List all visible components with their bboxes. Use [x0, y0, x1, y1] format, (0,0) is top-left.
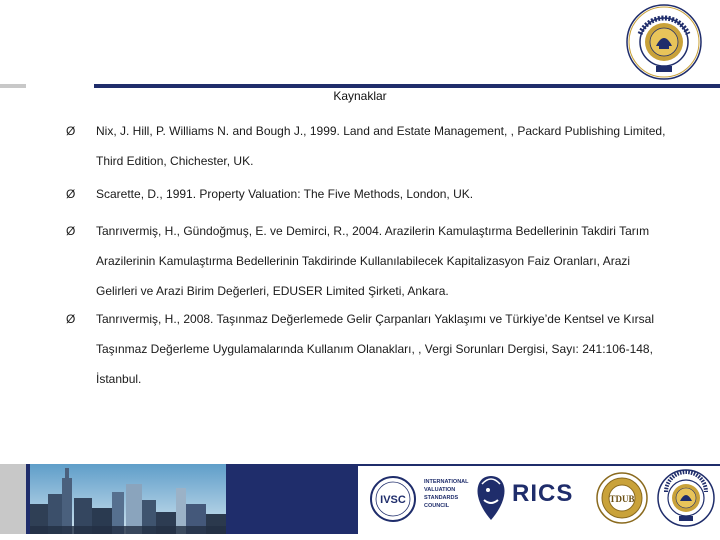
ivsc-caption-line: COUNCIL [424, 503, 450, 509]
footer-band-gray [0, 464, 26, 534]
reference-line: Scarette, D., 1991. Property Valuation: The Five Methods, London, UK. [96, 187, 474, 201]
arrow-bullet-icon: Ø [66, 124, 76, 138]
reference-line: Gelirleri ve Arazi Birim Değerleri, EDUSER Limited Şirketi, Ankara. [96, 284, 449, 298]
reference-line: Taşınmaz Değerleme Uygulamalarında Kullanım Olanakları, , Vergi Sorunları Dergisi, Sayı: 241:106-148, [96, 342, 653, 356]
reference-line: Tanrıvermiş, H., Gündoğmuş, E. ve Demirci, R., 2004. Arazilerin Kamulaştırma Bedellerinin Takdiri Tarım [96, 224, 650, 238]
reference-line: Third Edition, Chichester, UK. [96, 154, 254, 168]
reference-item-4 [66, 304, 666, 394]
ankara-university-seal-small-icon [656, 468, 716, 528]
arrow-bullet-icon: Ø [66, 312, 76, 326]
svg-text:TDUB: TDUB [609, 494, 635, 504]
ivsc-logo-icon [368, 474, 418, 524]
reference-line: Tanrıvermiş, H., 2008. Taşınmaz Değerlemede Gelir Çarpanları Yaklaşımı ve Türkiye’de Kentsel ve Kırsal [96, 312, 655, 326]
tdub-seal-icon [596, 468, 648, 528]
arrow-bullet-icon: Ø [66, 224, 76, 238]
arrow-bullet-icon: Ø [66, 187, 76, 201]
rics-wordmark: RICS [512, 480, 574, 507]
reference-line: Nix, J. Hill, P. Williams N. and Bough J., 1999. Land and Estate Management, , Packard Publishing Limited, [96, 124, 666, 138]
ivsc-caption-line: STANDARDS [424, 495, 459, 501]
ivsc-caption [424, 478, 476, 510]
rics-lion-icon [472, 470, 510, 526]
ivsc-caption-line: VALUATION [424, 487, 456, 493]
top-rule-navy [94, 84, 720, 88]
page-title: Kaynaklar [333, 89, 387, 103]
reference-item-2 [66, 179, 666, 209]
ivsc-caption-line: INTERNATIONAL [424, 479, 469, 485]
city-skyline-image [30, 464, 226, 534]
reference-item-1 [66, 116, 666, 176]
reference-item-3 [66, 216, 666, 306]
svg-text:IVSC: IVSC [380, 494, 406, 506]
top-rule-gray [0, 84, 26, 88]
reference-line: İstanbul. [96, 372, 142, 386]
ankara-university-seal-icon [626, 4, 702, 80]
reference-line: Arazilerinin Kamulaştırma Bedellerinin Takdirinde Kullanılabilecek Kapitalizasyon Faiz Oranları, Arazi [96, 254, 631, 268]
